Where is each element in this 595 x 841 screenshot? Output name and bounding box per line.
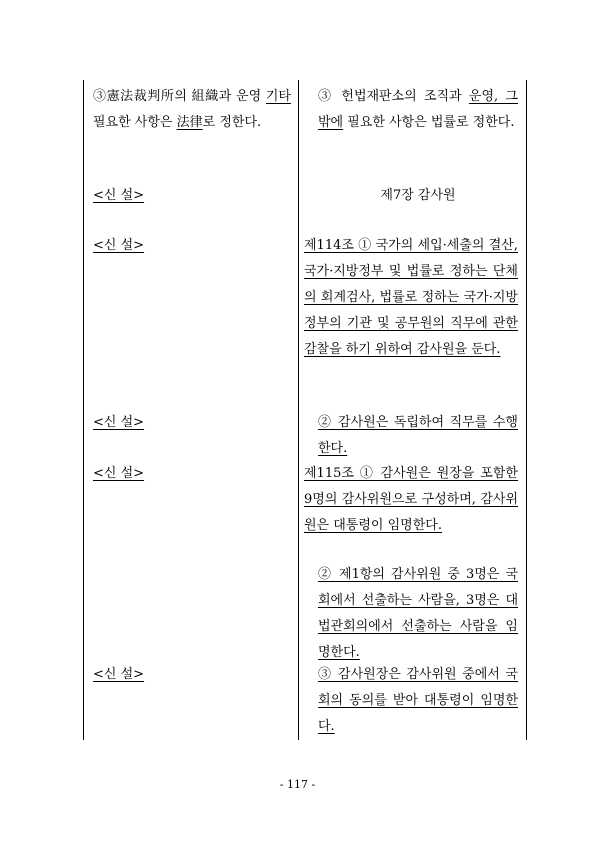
page-number: - 117 - xyxy=(279,778,316,791)
new-label-4: <신 설> xyxy=(93,466,145,481)
article-114-para-2: ② 감사원은 독립하여 직무를 수행한다. xyxy=(318,415,518,456)
article-114-para-1: 제114조 ① 국가의 세입·세출의 결산, 국가·지방정부 및 법률로 정하는 단체의 회계검사, 법률로 정하는 국가·지방정부의 기관 및 공무원의 직무에 관한 감찰을 하기 위하여 감사원을 둔다. xyxy=(304,238,518,357)
right-clause-3-underline: 운영, 그 밖에 xyxy=(318,89,518,130)
left-clause-3-text-3: 로 정한다. xyxy=(202,115,262,130)
column-divider xyxy=(298,80,299,740)
new-label-1: <신 설> xyxy=(93,188,145,203)
right-clause-3-text-2: 필요한 사항은 법률로 정한다. xyxy=(343,115,515,130)
left-clause-3 xyxy=(93,84,291,136)
left-clause-3-underline-2: 法律 xyxy=(176,115,203,130)
article-115-para-2: ② 제1항의 감사위원 중 3명은 국회에서 선출하는 사람을, 3명은 대법관회의에서 선출하는 사람을 임명한다. xyxy=(318,567,518,660)
chapter-heading: 제7장 감사원 xyxy=(380,188,456,203)
new-label-5: <신 설> xyxy=(93,667,145,682)
right-clause-3-text: ③ 헌법재판소의 조직과 xyxy=(318,89,469,104)
new-label-3: <신 설> xyxy=(93,415,145,430)
left-clause-3-text-2: 필요한 사항은 xyxy=(93,115,177,130)
article-115-para-1: 제115조 ① 감사원은 원장을 포함한 9명의 감사위원으로 구성하며, 감사위원은 대통령이 임명한다. xyxy=(304,466,518,533)
left-clause-3-underline-1: 기타 xyxy=(265,89,291,104)
left-clause-3-text: ③憲法裁判所의 組織과 운영 xyxy=(93,89,266,104)
article-115-para-3: ③ 감사원장은 감사위원 중에서 국회의 동의를 받아 대통령이 임명한다. xyxy=(318,667,518,734)
right-clause-3 xyxy=(318,84,518,136)
new-label-2: <신 설> xyxy=(93,238,145,253)
